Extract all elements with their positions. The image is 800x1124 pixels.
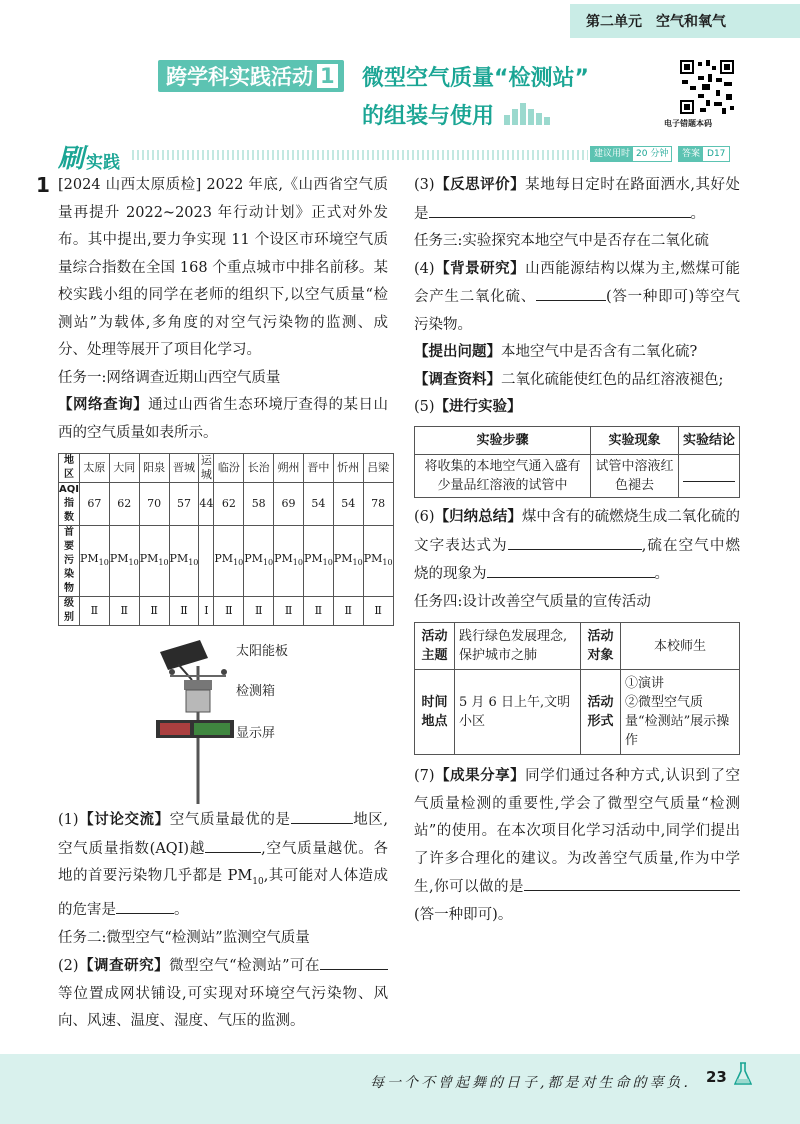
q2-text-b: 等位置成网状铺设,可实现对环境空气污染物、风向、风速、温度、湿度、气压的监测。 [58,985,388,1030]
q7-text-a: 同学们通过各种方式,认识到了空气质量检测的重要性,学会了微型空气质量“检测站”的使用。在本次项目化学习活动中,同学们提出了许多合理化的建议。为改善空气质量,作为中学生,你可以做的是 [414,768,741,895]
q6-blank-phenomenon[interactable] [487,560,655,578]
aqi-cell: 62 [214,483,244,526]
region-cell: 晋中 [303,454,333,483]
qr-code-icon[interactable] [678,58,736,116]
experiment-table [414,426,740,499]
activity-table [414,622,740,755]
experiment-conclusion-cell [679,455,740,498]
region-cell: 大同 [109,454,139,483]
level-cell: Ⅰ [199,597,214,626]
activity-row-1 [415,623,740,670]
level-cell: Ⅱ [244,597,274,626]
aqi-region-row [59,454,394,483]
experiment-header-conclusion: 实验结论 [679,426,740,455]
section-brand [58,138,120,175]
activity-header-form: 活动形式 [581,670,621,755]
experiment-header-steps: 实验步骤 [415,426,591,455]
pollutant-cell: $PM_{10}$ [109,526,139,597]
info-paragraph [414,367,740,395]
question-1 [58,806,388,925]
question-number: 1 [36,173,50,197]
ask-question-paragraph [414,339,740,367]
q6-tag: 【归纳总结】 [434,509,522,525]
q4-number: (4) [414,260,435,277]
q6-text-b: ,硫在空气中燃烧的现象为 [414,537,741,582]
task2-heading: 任务二:微型空气“检测站”监测空气质量 [58,929,310,946]
q2-text-a: 微型空气“检测站”可在 [169,958,321,975]
question-5 [414,394,740,422]
task4-heading: 任务四:设计改善空气质量的宣传活动 [414,593,651,610]
aqi-cell: 78 [363,483,393,526]
q3-blank-benefit[interactable] [429,200,691,218]
experiment-header-phenomenon: 实验现象 [591,426,679,455]
unit-title: 空气和氧气 [656,14,726,30]
pollutant-cell: $PM_{10}$ [303,526,333,597]
qr-caption: 电子错题本码 [664,119,712,128]
pollutant-cell: $PM_{10}$ [274,526,304,597]
q3-text-b: 。 [690,205,705,222]
query-tag: 【网络查询】 [58,397,149,413]
region-cell: 运城 [200,454,212,481]
activity-row-2 [415,670,740,755]
region-cell: 晋城 [169,454,199,483]
q1-subscript: 10 [252,876,264,887]
page-footer [0,1032,800,1124]
q1-text-d: ,其可能对人体造成的危害是 [58,868,388,919]
aqi-header-index: AQI指数 [59,483,80,526]
task1-heading: 任务一:网络调查近期山西空气质量 [58,369,281,386]
time-value: 20 分钟 [636,149,669,159]
experiment-phenomenon-cell: 试管中溶液红色褪去 [591,455,679,498]
page-number: 23 [706,1068,727,1086]
q7-blank-action-1[interactable] [524,873,590,891]
question-3 [414,172,740,228]
pollutant-cell: $PM_{10}$ [139,526,169,597]
q5-tag: 【进行实验】 [434,399,522,415]
activity-header-target: 活动对象 [581,623,621,670]
aqi-value-row [59,483,394,526]
region-cell: 临汾 [214,454,244,483]
q7-text-b: (答一种即可)。 [414,906,513,923]
region-cell: 朔州 [274,454,304,483]
pollutant-cell: $PM_{10}$ [79,526,109,597]
q1-blank-region[interactable] [291,806,353,824]
q4-text-b: (答一种即可)等空气污染物。 [414,289,740,333]
q2-blank-location[interactable] [320,952,388,970]
q3-tag: 【反思评价】 [434,177,526,193]
q5-number: (5) [414,399,435,415]
activity-form-item: ②微型空气质量“检测站”展示操作 [625,695,730,748]
activity-target-cell: 本校师生 [621,623,740,670]
aqi-cell: 62 [109,483,139,526]
q4-blank-pollutant[interactable] [536,283,606,301]
aqi-cell: 70 [139,483,169,526]
region-cell: 忻州 [333,454,363,483]
building-deco-icon [504,103,550,125]
aqi-cell: 67 [79,483,109,526]
q3-text-a: 某地每日定时在路面洒水,其好处是 [414,177,741,222]
pollutant-cell: $PM_{10}$ [363,526,393,597]
q1-tag: 【讨论交流】 [78,812,170,828]
q6-text-a: 煤中含有的硫燃烧生成二氧化硫的文字表达式为 [414,509,741,554]
aqi-level-row [59,597,394,626]
footer-quote: 每一个不曾起舞的日子,都是对生命的辜负. [370,1075,691,1091]
ask-text: 本地空气中是否含有二氧化硫? [501,344,698,360]
experiment-row [415,455,740,498]
q4-text-a: 山西能源结构以煤为主,燃煤可能会产生二氧化硫、 [414,260,741,305]
info-text: 二氧化硫能使红色的品红溶液褪色; [501,371,724,388]
aqi-cell: 57 [169,483,199,526]
level-cell: Ⅱ [79,597,109,626]
unit-label: 第二单元 [586,14,642,30]
time-label: 建议用时 [591,147,633,161]
air-station-icon [148,636,238,806]
page-title-text: 的组装与使用 [362,103,495,129]
level-cell: Ⅱ [109,597,139,626]
brand-label: 实践 [86,153,121,173]
station-illustration [58,636,388,806]
region-cell: 长治 [244,454,274,483]
brand-char: 刷 [58,144,85,174]
level-cell: Ⅱ [214,597,244,626]
level-cell: Ⅱ [333,597,363,626]
aqi-header-region: 地区 [59,454,80,483]
level-cell: Ⅱ [139,597,169,626]
aqi-cell: 54 [303,483,333,526]
q7-number: (7) [414,768,435,784]
flask-icon [734,1062,752,1086]
suggested-time-badge [590,146,672,162]
question-7 [414,763,740,929]
query-paragraph [58,392,388,447]
pollutant-cell: $PM_{10}$ [244,526,274,597]
activity-label: 跨学科实践活动 [166,65,313,89]
tick-ruler-divider [132,150,588,160]
aqi-table [58,453,394,626]
q1-text-c: ,空气质量越优。各地的首要污染物几乎都是 PM [58,840,389,884]
aqi-cell: 54 [333,483,363,526]
question-4 [414,256,740,340]
right-column [414,172,740,929]
display-screen-label: 显示屏 [236,726,276,741]
pollutant-cell: $PM_{10}$ [169,526,199,597]
intro-paragraph: [2024 山西太原质检] 2022 年底,《山西省空气质量再提升 2022~2023 年行动计划》正式对外发布。其中提出,要力争实现 11 个设区市环境空气质量综合指数在全国 168 个重点城市中排名前移。某校实践小组的同学在老师的组织下,以空气质量“检测站”为载体,多角度的对空气污染物的监测、成分、处理等展开了项目化学习。 [58,177,388,358]
pollutant-cell: $PM_{10}$ [214,526,244,597]
q1-text-b: 地区,空气质量指数(AQI)越 [58,812,389,857]
activity-form-cell [621,670,740,755]
page-title-line1: 微型空气质量“检测站” [362,65,589,91]
page-title-line2 [362,98,550,130]
region-cell: 太原 [79,454,109,483]
experiment-header-row [415,426,740,455]
region-cell: 吕梁 [363,454,393,483]
activity-form-item: ①演讲 [625,676,665,691]
q1-text-a: 空气质量最优的是 [169,812,291,828]
activity-time-cell: 5 月 6 日上午,文明小区 [455,670,581,755]
q7-blank-action-2[interactable] [590,873,740,891]
experiment-steps-cell: 将收集的本地空气通入盛有少量品红溶液的试管中 [415,455,591,498]
answer-badge [678,146,730,162]
level-cell: Ⅱ [303,597,333,626]
pollutant-cell [199,526,214,597]
activity-header-time: 时间地点 [415,670,455,755]
aqi-header-pollutant: 首要污染物 [59,526,80,597]
question-6 [414,504,740,589]
info-tag: 【调查资料】 [414,371,501,388]
detection-box-label: 检测箱 [236,684,276,699]
q6-number: (6) [414,509,435,525]
solar-panel-label: 太阳能板 [236,644,289,659]
q1-text-e: 。 [174,902,189,919]
q6-blank-equation[interactable] [508,532,642,550]
region-cell: 阳泉 [139,454,169,483]
q4-tag: 【背景研究】 [434,260,526,277]
aqi-cell: 44 [199,483,214,526]
q1-blank-aqi[interactable] [205,835,261,853]
activity-badge [158,60,344,92]
unit-header [570,4,800,38]
aqi-cell: 58 [244,483,274,526]
left-column [36,172,393,1036]
pollutant-cell: $PM_{10}$ [333,526,363,597]
q2-number: (2) [58,958,79,975]
q5-blank-conclusion[interactable] [683,464,735,482]
question-2 [58,952,388,1036]
q1-number: (1) [58,812,79,828]
task3-heading: 任务三:实验探究本地空气中是否存在二氧化硫 [414,233,709,249]
answer-label: 答案 [679,147,703,161]
q1-blank-harm[interactable] [116,896,174,914]
level-cell: Ⅱ [363,597,393,626]
aqi-pollutant-row [59,526,394,597]
answer-value: D17 [707,149,726,159]
level-cell: Ⅱ [169,597,199,626]
activity-number: 1 [317,64,338,88]
q7-tag: 【成果分享】 [434,768,526,784]
aqi-header-level: 级别 [59,597,80,626]
query-text: 通过山西省生态环境厅查得的某日山西的空气质量如表所示。 [58,397,389,441]
activity-theme-cell: 践行绿色发展理念,保护城市之肺 [455,623,581,670]
q2-tag: 【调查研究】 [78,958,170,975]
q3-number: (3) [414,177,435,193]
q6-text-c: 。 [654,566,669,582]
aqi-cell: 69 [274,483,304,526]
ask-tag: 【提出问题】 [414,344,501,360]
level-cell: Ⅱ [274,597,304,626]
activity-header-theme: 活动主题 [415,623,455,670]
